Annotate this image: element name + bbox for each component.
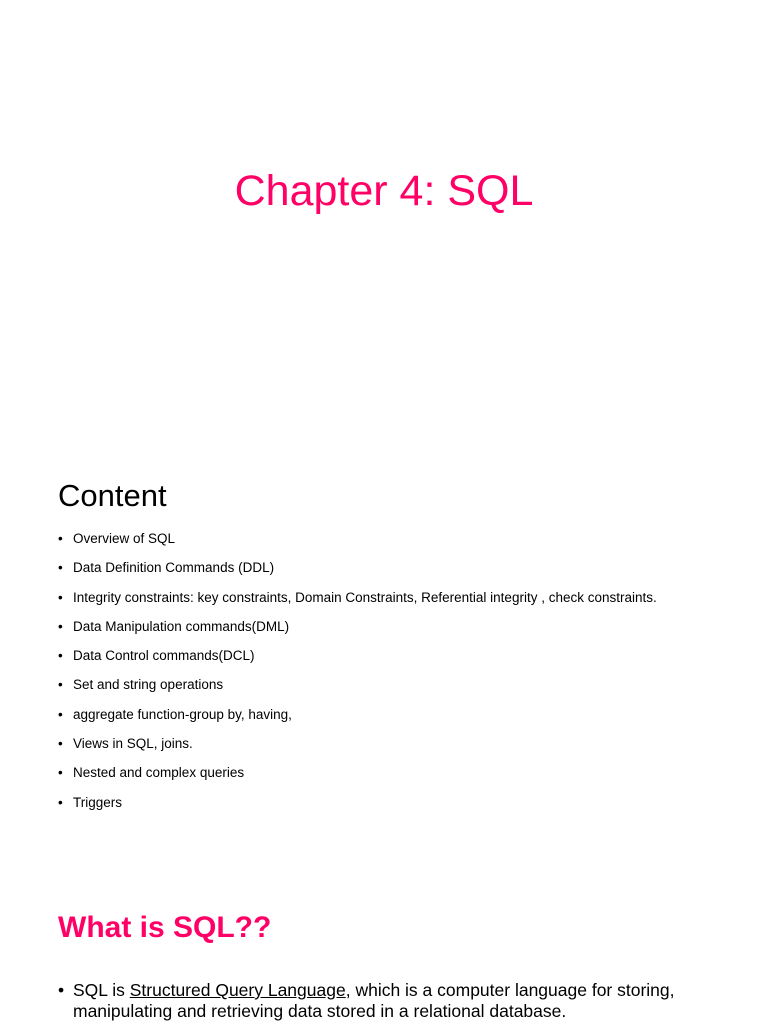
- bullet-icon: •: [58, 589, 63, 605]
- list-item-text: Integrity constraints: key constraints, Domain Constraints, Referential integrity , check constraints.: [73, 589, 657, 605]
- what-is-sql-heading: What is SQL??: [58, 911, 272, 944]
- list-item: [58, 528, 678, 549]
- bullet-icon: •: [58, 560, 63, 576]
- bullet-icon: •: [58, 736, 63, 752]
- list-item: [58, 557, 678, 578]
- sql-definition-prefix: SQL is: [73, 980, 130, 1000]
- bullet-icon: •: [58, 706, 63, 722]
- list-item: [58, 645, 678, 666]
- list-item: [58, 704, 678, 725]
- list-item-text: Data Definition Commands (DDL): [73, 560, 275, 576]
- list-item-text: Data Control commands(DCL): [73, 648, 255, 664]
- list-item: [58, 980, 718, 1022]
- list-item-text: Triggers: [73, 794, 123, 810]
- bullet-icon: •: [58, 531, 63, 546]
- list-item: [58, 674, 678, 695]
- bullet-icon: •: [58, 765, 63, 781]
- list-item: [58, 616, 678, 637]
- list-item-text: Nested and complex queries: [73, 765, 245, 781]
- structured-query-language-link[interactable]: Structured Query Language: [129, 980, 346, 1000]
- list-item: [58, 733, 678, 754]
- list-item-text: aggregate function-group by, having,: [73, 706, 292, 722]
- bullet-icon: •: [58, 980, 65, 1000]
- list-item: [58, 587, 678, 608]
- bullet-icon: •: [58, 794, 63, 810]
- list-item-text: Views in SQL, joins.: [73, 736, 193, 752]
- sql-definition-list: [58, 980, 718, 1022]
- chapter-title: Chapter 4: SQL: [234, 167, 534, 215]
- content-heading: Content: [58, 478, 167, 513]
- list-item-text: Data Manipulation commands(DML): [73, 618, 290, 634]
- bullet-icon: •: [58, 677, 63, 693]
- bullet-icon: •: [58, 618, 63, 634]
- list-item-text: Overview of SQL: [73, 531, 176, 546]
- list-item: [58, 792, 678, 813]
- list-item-text: Set and string operations: [73, 677, 224, 693]
- content-list: [58, 528, 678, 821]
- sql-definition-suffix: , which is a computer language for storing, manipulating and retrieving data stored in a relational database.: [73, 980, 675, 1021]
- list-item: [58, 762, 678, 783]
- bullet-icon: •: [58, 648, 63, 664]
